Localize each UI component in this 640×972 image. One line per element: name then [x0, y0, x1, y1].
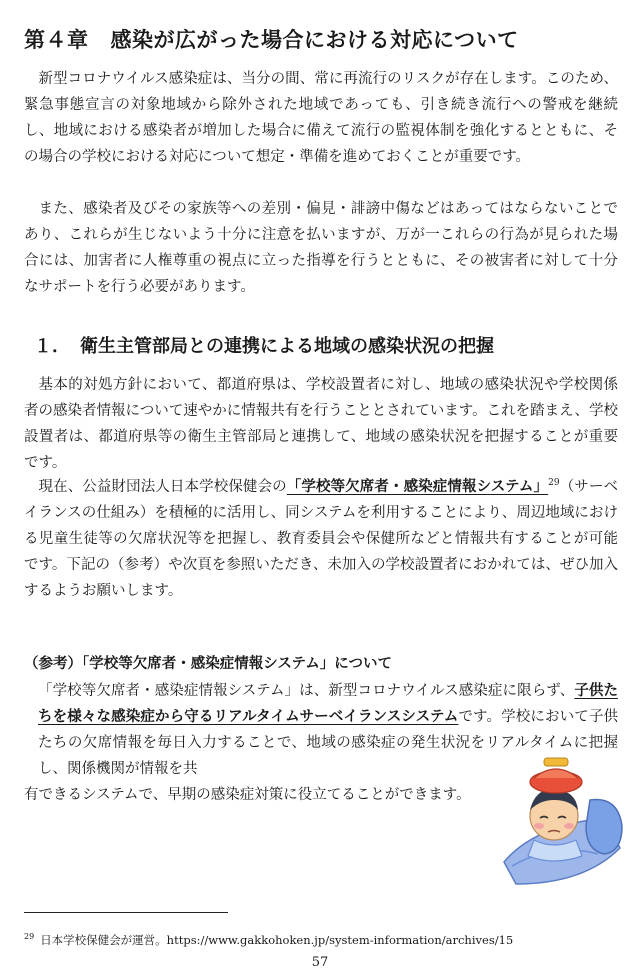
section-paragraph-1: 基本的対処方針において、都道府県は、学校設置者に対し、地域の感染状況や学校関係者の感染者情報について速やかに情報共有を行うこととされています。これを踏まえ、学校設置者は、都道府県等の衛生主管部局と連携して、地域の感染状況を把握することが重要です。 — [24, 377, 618, 471]
chapter-title-text: 感染が広がった場合における対応について — [110, 28, 519, 52]
footnote — [24, 932, 513, 948]
reference-paragraph-end: 有できるシステムで、早期の感染症対策に役立てることができます。 — [24, 787, 471, 803]
section-paragraph-2-start: 現在、公益財団法人日本学校保健会の — [38, 479, 287, 495]
footnote-divider — [24, 912, 228, 913]
section-paragraph-2-rest: （サーベイランスの仕組み）を積極的に活用し、同システムを利用することにより、周辺地域における児童生徒等の欠席状況等を把握し、教育委員会や保健所などと情報共有することが可能です。下記の（参考）や次頁を参照いただき、未加入の学校設置者におかれては、ぜひ加入するようお願いします。 — [24, 479, 619, 599]
sick-child-illustration — [494, 756, 624, 890]
footnote-mark: 29 — [24, 932, 35, 941]
footnote-text: 日本学校保健会が運営。https://www.gakkohoken.jp/system-information/archives/15 — [40, 933, 514, 947]
footnote-ref: 29 — [548, 478, 560, 488]
intro-paragraph-1: 新型コロナウイルス感染症は、当分の間、常に再流行のリスクが存在します。このため、緊急事態宣言の対象地域から除外された地域であっても、引き続き流行への警戒を継続し、地域における感染者が増加した場合に備えて流行の監視体制を強化するとともに、その場合の学校における対応について想定・準備を進めておくことが重要です。 — [24, 71, 618, 165]
system-name-link: 「学校等欠席者・感染症情報システム」 — [286, 479, 549, 495]
section-title — [34, 332, 494, 358]
section-title-text: 衛生主管部局との連携による地域の感染状況の把握 — [80, 336, 494, 357]
intro-paragraph-2: また、感染者及びその家族等への差別・偏見・誹謗中傷などはあってはならないことであり、これらが生じないよう十分に注意を払いますが、万が一これらの行為が見られた場合には、加害者に人権尊重の視点に立った指導を行うとともに、その被害者に対して十分なサポートを行う必要があります。 — [24, 201, 618, 295]
section-paragraph-2 — [24, 474, 618, 604]
page-number: 57 — [311, 955, 329, 970]
reference-text-mid: です。学校において子供たちの欠席情報を毎日入力することで、地域の感染症の発生状況をリアルタイムに把握し、関係機関が情報を共 — [38, 709, 619, 777]
chapter-number: 第４章 — [24, 28, 89, 52]
reference-title: （参考）「学校等欠席者・感染症情報システム」について — [24, 656, 393, 672]
section-number: １． — [34, 336, 70, 357]
surveillance-system-highlight: 子供たちを様々な感染症から守るリアルタイムサーベイランスシステム — [38, 683, 618, 725]
reference-text-start: 「学校等欠席者・感染症情報システム」は、新型コロナウイルス感染症に限らず、 — [38, 683, 575, 699]
chapter-title — [24, 24, 624, 54]
